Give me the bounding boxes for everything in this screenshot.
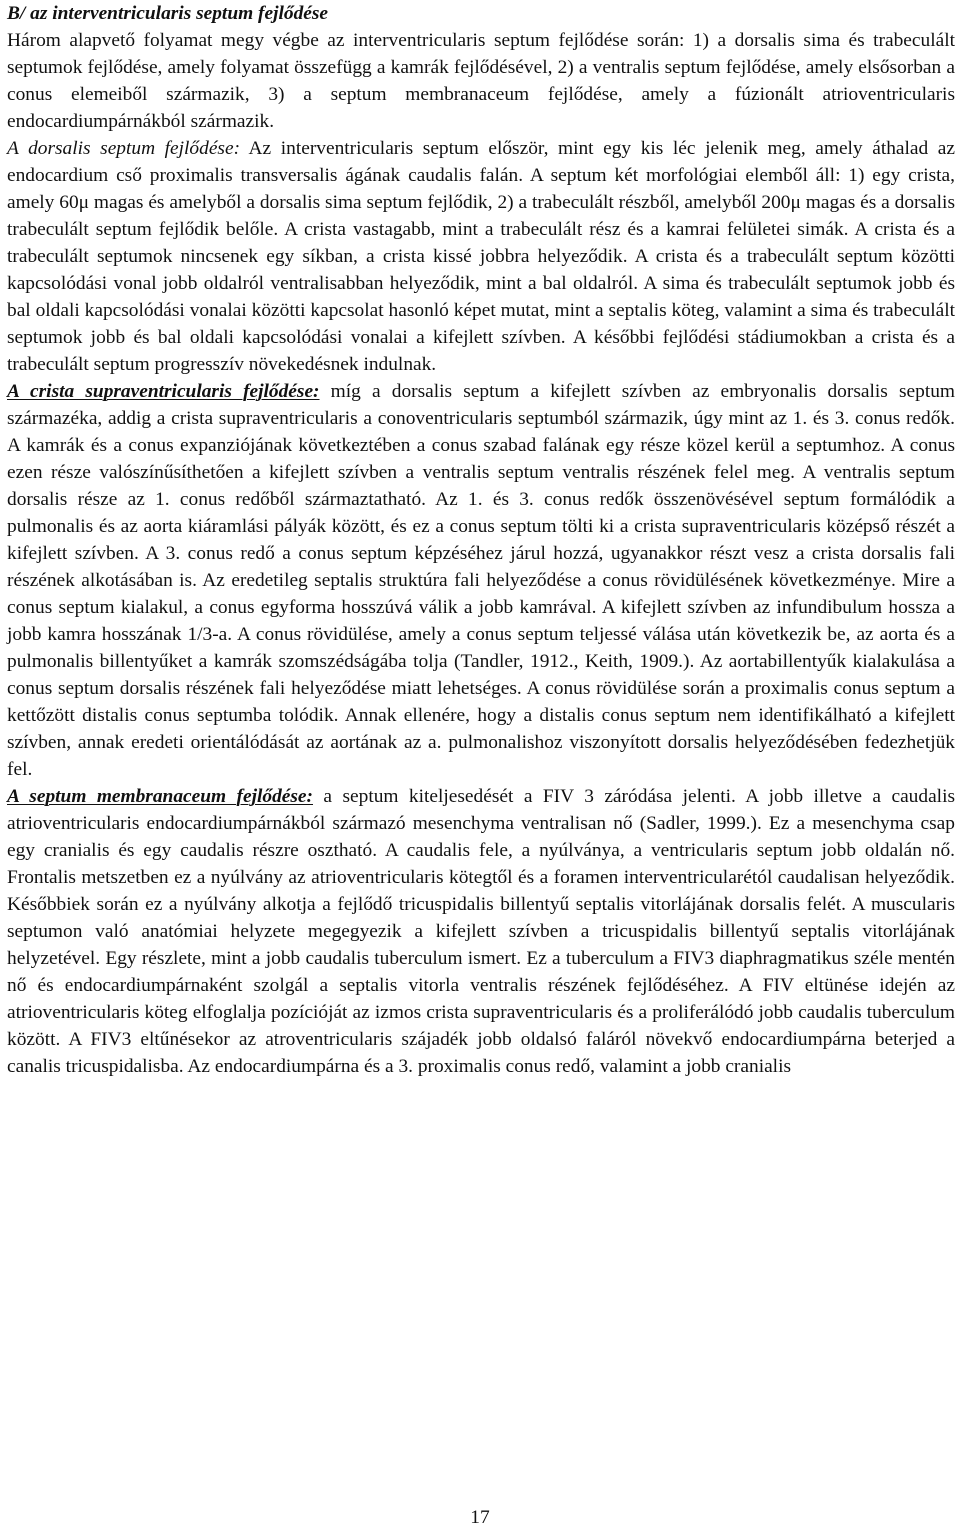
membranaceum-paragraph: [7, 783, 955, 1080]
dorsal-septum-paragraph: [7, 135, 955, 378]
membranaceum-lead: A septum membranaceum fejlődése:: [7, 786, 313, 807]
intro-paragraph: Három alapvető folyamat megy végbe az interventricularis septum fejlődése során: 1) a dorsalis sima és trabeculált septumok fejlődése, amely folyamat összefügg a kamrák fejlődésével, 2) a ventralis septum fejlődése, amely elsősorban a conus elemeiből származik, 3) a septum membranaceum fejlődése, amely a fúzionált atrioventricularis endocardiumpárnákból származik.: [7, 30, 955, 132]
section-heading: B/ az interventricularis septum fejlődése: [7, 3, 329, 24]
page-number: 17: [470, 1507, 490, 1528]
membranaceum-body: a septum kiteljesedését a FIV 3 záródása jelenti. A jobb illetve a caudalis atrioventricularis endocardiumpárnákból származó mesenchyma ventralisan nő (Sadler, 1999.). Ez a mesenchyma csap egy cranialis és egy caudalis részre osztható. A caudalis fele, a nyúlványa, a ventricularis septum jobb oldalán nő. Frontalis metszetben ez a nyúlvány az atrioventricularis kötegtől és a foramen interventricularétól caudalisan helyeződik. Későbbiek során ez a nyúlvány alkotja a fejlődő tricuspidalis billentyű septalis vitorlájának dorsalis felét. A muscularis septumon való anatómiai helyzete megegyezik a kifejlett szívben a tricuspidalis billentyű septalis vitorlájának helyzetével. Egy részlete, mint a jobb caudalis tuberculum ismert. Ez a tuberculum a FIV3 diaphragmatikus széle mentén nő és endocardiumpárnaként szolgál a septalis vitorla ventralis részének fejlődéséhez. A FIV eltünése idején az atrioventricularis köteg elfoglalja pozícióját az izmos crista supraventricularis és a proliferálódó jobb caudalis tuberculum között. A FIV3 eltűnésekor az atroventricularis szájadék jobb oldalsó faláról növekvő endocardiumpárna beterjed a canalis tricuspidalisba. Az endocardiumpárna és a 3. proximalis conus redő, valamint a jobb cranialis: [7, 786, 955, 1077]
crista-body: míg a dorsalis septum a kifejlett szívben az embryonalis dorsalis septum származéka, addig a crista supraventricularis a conoventricularis septumból származik, úgy mint az 1. és 3. conus redők. A kamrák és a conus expanziójának következtében a conus szabad falának egy része közel kerül a septumhoz. A conus ezen része valószínűsíthetően a kifejlett szívben a ventralis septum ventralis részének felel meg. A ventralis septum dorsalis része az 1. conus redőből származtatható. Az 1. és 3. conus redők összenövésével septum formálódik a pulmonalis és az aorta kiáramlási pályák között, és ez a conus septum tölti ki a crista supraventricularis középső részét a kifejlett szívben. A 3. conus redő a conus septum képzéséhez járul hozzá, ugyanakkor részt vesz a crista dorsalis fali részének alkotásában is. Az eredetileg septalis struktúra fali helyeződése a conus rövidülésének következménye. Mire a conus septum kialakul, a conus egyforma hosszúvá válik a jobb kamrával. A kifejlett szívben az infundibulum hossza a jobb kamra hosszának 1/3-a. A conus rövidülése, amely a conus septum teljessé válása után következik be, az aorta és a pulmonalis billentyűket a kamrák szomszédságába tolja (Tandler, 1912., Keith, 1909.). Az aortabillentyűk kialakulása a conus septum dorsalis részének fali helyeződése miatt lehetséges. A conus rövidülése során a proximalis conus septum a kettőzött distalis conus septumba tolódik. Annak ellenére, hogy a distalis conus septum nem identifikálható a kifejlett szívben, annak eredeti orientálódását az aortának az a. pulmonalishoz viszonyított dorsalis helyeződésében fedezhetjük fel.: [7, 381, 955, 780]
dorsal-septum-lead: A dorsalis septum fejlődése:: [7, 138, 241, 159]
dorsal-septum-body: Az interventricularis septum először, mint egy kis léc jelenik meg, amely áthalad az endocardium cső proximalis transversalis ágának caudalis falán. A septum két morfológiai elemből áll: 1) egy crista, amely 60μ magas és amelyből a dorsalis sima septum fejlődik, 2) a trabeculált részből, amelyből 200μ magas és a dorsalis trabeculált septum fejlődik belőle. A crista vastagabb, mint a trabeculált rész és a kamrai felületei simák. A crista és a trabeculált septumok nincsenek egy síkban, a crista kissé jobbra helyeződik. A crista és a trabeculált septum közötti kapcsolódási vonal jobb oldalról ventralisabban helyeződik, mint a bal oldalról. A sima és trabeculált septumok jobb és bal oldali kapcsolódási vonalai közötti kapcsolat hasonló képet mutat, mint a septalis köteg, valamint a sima és trabeculált septumok jobb és bal oldali kapcsolódási vonalai a kifejlett szívben. A későbbi fejlődési stádiumokban a crista és a trabeculált septum progresszív növekedésnek indulnak.: [7, 138, 955, 375]
document-page: [7, 0, 955, 1080]
crista-lead: A crista supraventricularis fejlődése:: [7, 381, 320, 402]
crista-paragraph: [7, 378, 955, 783]
